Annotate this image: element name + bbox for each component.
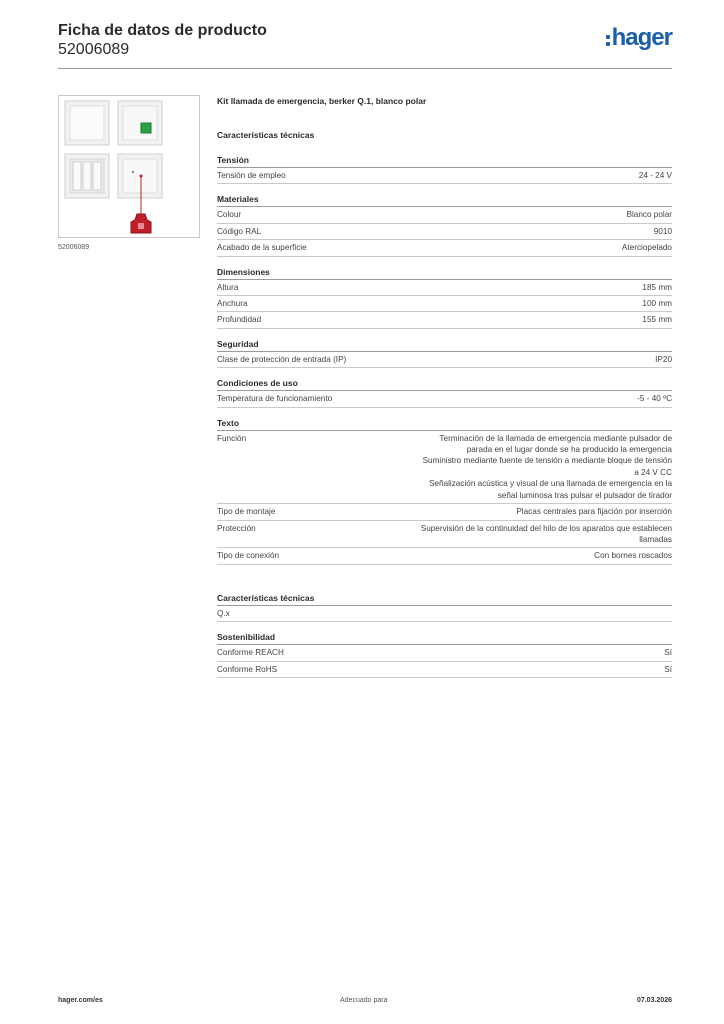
document-title: Ficha de datos de producto <box>58 22 267 39</box>
row-label: Altura <box>217 282 239 292</box>
image-caption: 52006089 <box>58 244 90 251</box>
table-row <box>217 280 672 296</box>
spacer <box>217 575 672 593</box>
product-name: Kit llamada de emergencia, berker Q.1, blanco polar <box>217 96 427 106</box>
section-title: Sostenibilidad <box>217 632 672 645</box>
row-value: Blanco polar <box>626 210 672 220</box>
section-title-caracteristicas: Características técnicas <box>217 130 315 140</box>
section-dimensiones <box>217 267 672 329</box>
table-row <box>217 168 672 184</box>
row-label: Colour <box>217 210 242 220</box>
table-row <box>217 296 672 312</box>
table-row <box>217 431 672 504</box>
footer-date: 07.03.2026 <box>636 997 672 1004</box>
value-line: Supervisión de la continuidad del hilo de los aparatos que establecen <box>420 523 672 533</box>
section-title: Tensión <box>217 155 672 168</box>
table-row <box>217 521 672 549</box>
row-label: Protección <box>217 523 256 533</box>
section-texto <box>217 418 672 565</box>
row-value: Con bornes roscados <box>594 551 672 561</box>
row-value: Aterciopelado <box>621 243 672 253</box>
product-image <box>58 95 200 238</box>
row-label: Anchura <box>217 299 248 309</box>
section-seguridad <box>217 339 672 368</box>
value-line: señal luminosa tras pulsar el pulsador de tirador <box>497 490 672 500</box>
value-line: Señalización acústica y visual de una llamada de emergencia en la <box>428 479 672 489</box>
section-caracteristicas-2 <box>217 593 672 622</box>
row-label: Tipo de montaje <box>217 507 276 517</box>
value-line: parada en el lugar donde se ha producido la emergencia <box>466 445 672 455</box>
logo-text: hager <box>611 24 672 51</box>
section-title: Características técnicas <box>217 593 672 606</box>
footer-suitable-for: Adecuado para <box>340 997 388 1004</box>
section-sostenibilidad <box>217 632 672 678</box>
row-value: 100 mm <box>642 299 672 309</box>
row-label: Tipo de conexión <box>217 551 280 561</box>
logo-dots-icon <box>606 35 610 46</box>
plain-switch-icon <box>65 101 109 145</box>
pull-cord-switch-icon <box>118 154 162 233</box>
table-row <box>217 312 672 328</box>
row-label: Código RAL <box>217 226 262 236</box>
row-label: Función <box>217 433 247 443</box>
row-value <box>423 433 672 501</box>
footer-website: hager.com/es <box>58 997 103 1004</box>
row-label: Conforme REACH <box>217 648 284 658</box>
section-title: Condiciones de uso <box>217 378 672 391</box>
product-details <box>217 96 672 688</box>
section-title: Texto <box>217 418 672 431</box>
shutter-switch-icon <box>65 154 109 198</box>
table-row <box>217 240 672 256</box>
value-line: a 24 V CC <box>634 467 672 477</box>
product-image-illustration <box>59 96 199 237</box>
row-value: Sí <box>664 664 672 674</box>
row-value <box>421 523 672 546</box>
table-row <box>217 207 672 223</box>
row-value: -5 - 40 ºC <box>637 394 672 404</box>
row-label: Profundidad <box>217 315 262 325</box>
table-row <box>217 352 672 368</box>
row-label: Conforme RoHS <box>217 664 278 674</box>
hager-logo <box>606 26 672 50</box>
value-line: Terminación de la llamada de emergencia mediante pulsador de <box>439 433 672 443</box>
header-divider <box>58 68 672 69</box>
row-value: 24 - 24 V <box>638 171 672 180</box>
table-row <box>217 224 672 240</box>
section-title: Seguridad <box>217 339 672 352</box>
row-label: Acabado de la superficie <box>217 243 307 253</box>
table-row <box>217 548 672 564</box>
row-label: Tensión de empleo <box>217 171 286 180</box>
row-value: Sí <box>664 648 672 658</box>
row-label: Temperatura de funcionamiento <box>217 394 333 404</box>
row-label: Clase de protección de entrada (IP) <box>217 354 347 364</box>
row-value: IP20 <box>655 354 672 364</box>
table-row <box>217 662 672 678</box>
row-value: Placas centrales para fijación por inserción <box>516 507 672 517</box>
section-title: Dimensiones <box>217 267 672 280</box>
section-materiales <box>217 194 672 256</box>
row-label: Q.x <box>217 608 230 618</box>
section-title: Materiales <box>217 194 672 207</box>
table-row <box>217 645 672 661</box>
row-value: 155 mm <box>642 315 672 325</box>
row-value: 185 mm <box>642 282 672 292</box>
table-row <box>217 606 672 622</box>
product-number: 52006089 <box>58 41 130 58</box>
row-value: 9010 <box>653 226 672 236</box>
value-line: Suministro mediante fuente de tensión a mediante bloque de tensión <box>422 456 672 466</box>
page-header <box>58 22 672 70</box>
table-row <box>217 391 672 407</box>
section-tension <box>217 155 672 184</box>
green-indicator-switch-icon <box>118 101 162 145</box>
table-row <box>217 504 672 520</box>
section-condiciones <box>217 378 672 407</box>
value-line: llamadas <box>639 534 672 544</box>
